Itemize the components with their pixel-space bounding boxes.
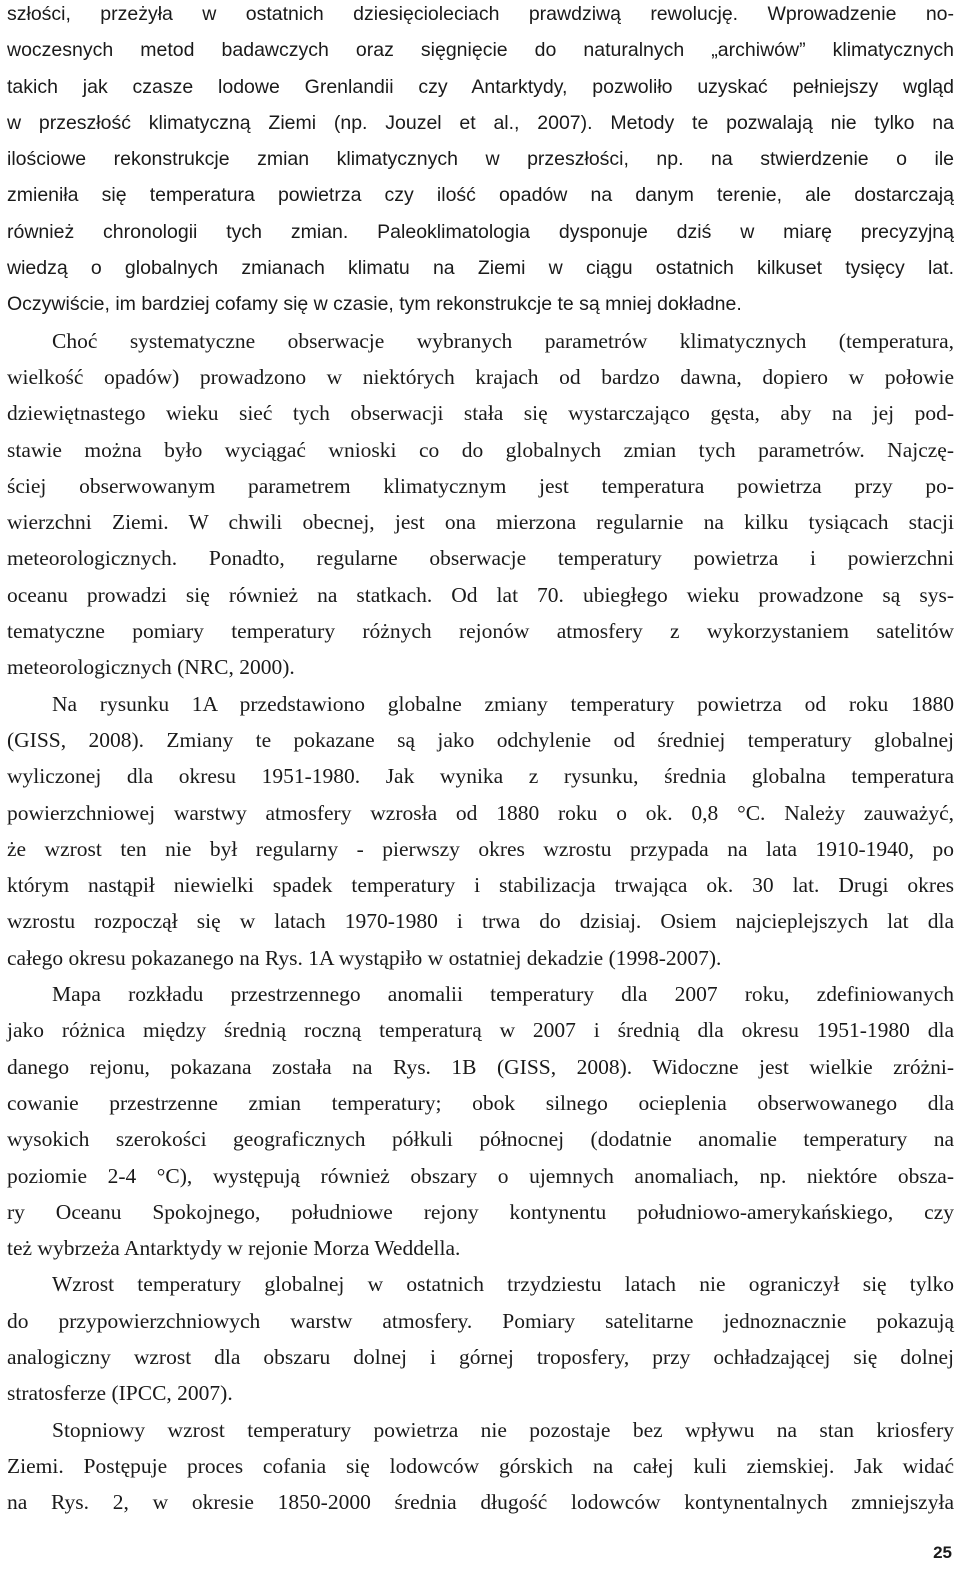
text-line: że wzrost ten nie był regularny - pierwszy okres wzrostu przypada na lata 1910-1940, po <box>7 836 954 861</box>
paragraph-paleoclimate <box>7 0 954 323</box>
text-line: oceanu prowadzi się również na statkach. Od lat 70. ubiegłego wieku prowadzone są sys- <box>7 582 954 607</box>
text-line: Stopniowy wzrost temperatury powietrza nie pozostaje bez wpływu na stan kriosfery <box>52 1417 954 1442</box>
text-line: na Rys. 2, w okresie 1850-2000 średnia długość lodowców kontynentalnych zmniejszyła <box>7 1490 954 1515</box>
text-line: wyliczonej dla okresu 1951-1980. Jak wynika z rysunku, średnia globalna temperatura <box>7 764 954 789</box>
text-line: Na rysunku 1A przedstawiono globalne zmiany temperatury powietrza od roku 1880 <box>52 691 954 716</box>
text-line: takich jak czasze lodowe Grenlandii czy Antarktydy, pozwoliło uzyskać pełniejszy wgląd <box>7 75 954 98</box>
paragraph-troposphere <box>7 1266 954 1411</box>
text-line: dziewiętnastego wieku sieć tych obserwacji stała się wystarczająco gęsta, aby na jej pod- <box>7 401 954 426</box>
page-number: 25 <box>933 1543 952 1562</box>
text-line: całego okresu pokazanego na Rys. 1A wystąpiło w ostatniej dekadzie (1998-2007). <box>7 945 722 970</box>
text-line: Ziemi. Postępuje proces cofania się lodowców górskich na całej kuli ziemskiej. Jak widać <box>7 1453 954 1478</box>
text-line: w przeszłość klimatyczną Ziemi (np. Jouzel et al., 2007). Metody te pozwalają nie tylko na <box>7 111 954 134</box>
text-line: wiedzą o globalnych zmianach klimatu na Ziemi w ciągu ostatnich kilkuset tysięcy lat. <box>7 257 954 280</box>
text-line: którym nastąpił niewielki spadek temperatury i stabilizacja trwająca ok. 30 lat. Drugi okres <box>7 873 954 898</box>
text-line: wierzchni Ziemi. W chwili obecnej, jest ona mierzona regularnie na kilku tysiącach stacji <box>7 510 954 535</box>
text-line: Mapa rozkładu przestrzennego anomalii temperatury dla 2007 roku, zdefiniowanych <box>52 982 954 1007</box>
text-line: też wybrzeża Antarktydy w rejonie Morza Weddella. <box>7 1236 461 1261</box>
text-line: wielkość opadów) prowadzono w niektórych krajach od bardzo dawna, dopiero w połowie <box>7 364 954 389</box>
text-line: cowanie przestrzenne zmian temperatury; obok silnego ocieplenia obserwowanego dla <box>7 1090 954 1115</box>
text-line: Wzrost temperatury globalnej w ostatnich trzydziestu latach nie ograniczył się tylko <box>52 1272 954 1297</box>
text-line: powierzchniowej warstwy atmosfery wzrosła od 1880 roku o ok. 0,8 °C. Należy zauważyć, <box>7 800 954 825</box>
text-line: stratosferze (IPCC, 2007). <box>7 1381 233 1406</box>
document-page <box>7 0 954 1520</box>
text-line: wysokich szerokości geograficznych półkuli północnej (dodatnie anomalie temperatury na <box>7 1127 954 1152</box>
text-line: stawie można było wyciągać wnioski co do globalnych zmian tych parametrów. Najczę- <box>7 437 954 462</box>
text-line: meteorologicznych (NRC, 2000). <box>7 655 295 680</box>
text-line: ściej obserwowanym parametrem klimatycznym jest temperatura powietrza przy po- <box>7 473 954 498</box>
paragraph-figure-1a <box>7 686 954 976</box>
text-line: danego rejonu, pokazana została na Rys. 1B (GISS, 2008). Widoczne jest wielkie zróżni- <box>7 1054 954 1079</box>
text-line: jako różnica między średnią roczną temperaturą w 2007 i średnią dla okresu 1951-1980 dla <box>7 1018 954 1043</box>
text-line: ilościowe rekonstrukcje zmian klimatycznych w przeszłości, np. na stwierdzenie o ile <box>7 148 954 171</box>
text-line: meteorologicznych. Ponadto, regularne obserwacje temperatury powietrza i powierzchni <box>7 546 954 571</box>
text-line: analogiczny wzrost dla obszaru dolnej i górnej troposfery, przy ochładzającej się dolnej <box>7 1344 954 1369</box>
text-line: Choć systematyczne obserwacje wybranych parametrów klimatycznych (temperatura, <box>52 328 954 353</box>
paragraph-figure-1b <box>7 976 954 1266</box>
text-line: zmieniła się temperatura powietrza czy ilość opadów na danym terenie, ale dostarczają <box>7 184 954 207</box>
text-line: poziomie 2-4 °C), występują również obszary o ujemnych anomaliach, np. niektóre obsza- <box>7 1163 954 1188</box>
text-line: do przypowierzchniowych warstw atmosfery. Pomiary satelitarne jednoznacznie pokazują <box>7 1308 954 1333</box>
text-line: tematyczne pomiary temperatury różnych rejonów atmosfery z wykorzystaniem satelitów <box>7 619 954 644</box>
text-line: Oczywiście, im bardziej cofamy się w czasie, tym rekonstrukcje te są mniej dokładne. <box>7 293 742 316</box>
text-line: ry Oceanu Spokojnego, południowe rejony kontynentu południowo-amerykańskiego, czy <box>7 1199 954 1224</box>
text-line: wzrostu rozpoczął się w latach 1970-1980 i trwa do dzisiaj. Osiem najcieplejszych lat dla <box>7 909 954 934</box>
paragraph-cryosphere <box>7 1412 954 1521</box>
text-line: woczesnych metod badawczych oraz sięgnięcie do naturalnych „archiwów” klimatycznych <box>7 39 954 62</box>
text-line: również chronologii tych zmian. Paleoklimatologia dysponuje dziś w miarę precyzyjną <box>7 220 954 243</box>
text-line: szłości, przeżyła w ostatnich dziesięcioleciach prawdziwą rewolucję. Wprowadzenie no- <box>7 3 954 25</box>
text-line: (GISS, 2008). Zmiany te pokazane są jako odchylenie od średniej temperatury globalnej <box>7 727 954 752</box>
paragraph-observations <box>7 323 954 686</box>
